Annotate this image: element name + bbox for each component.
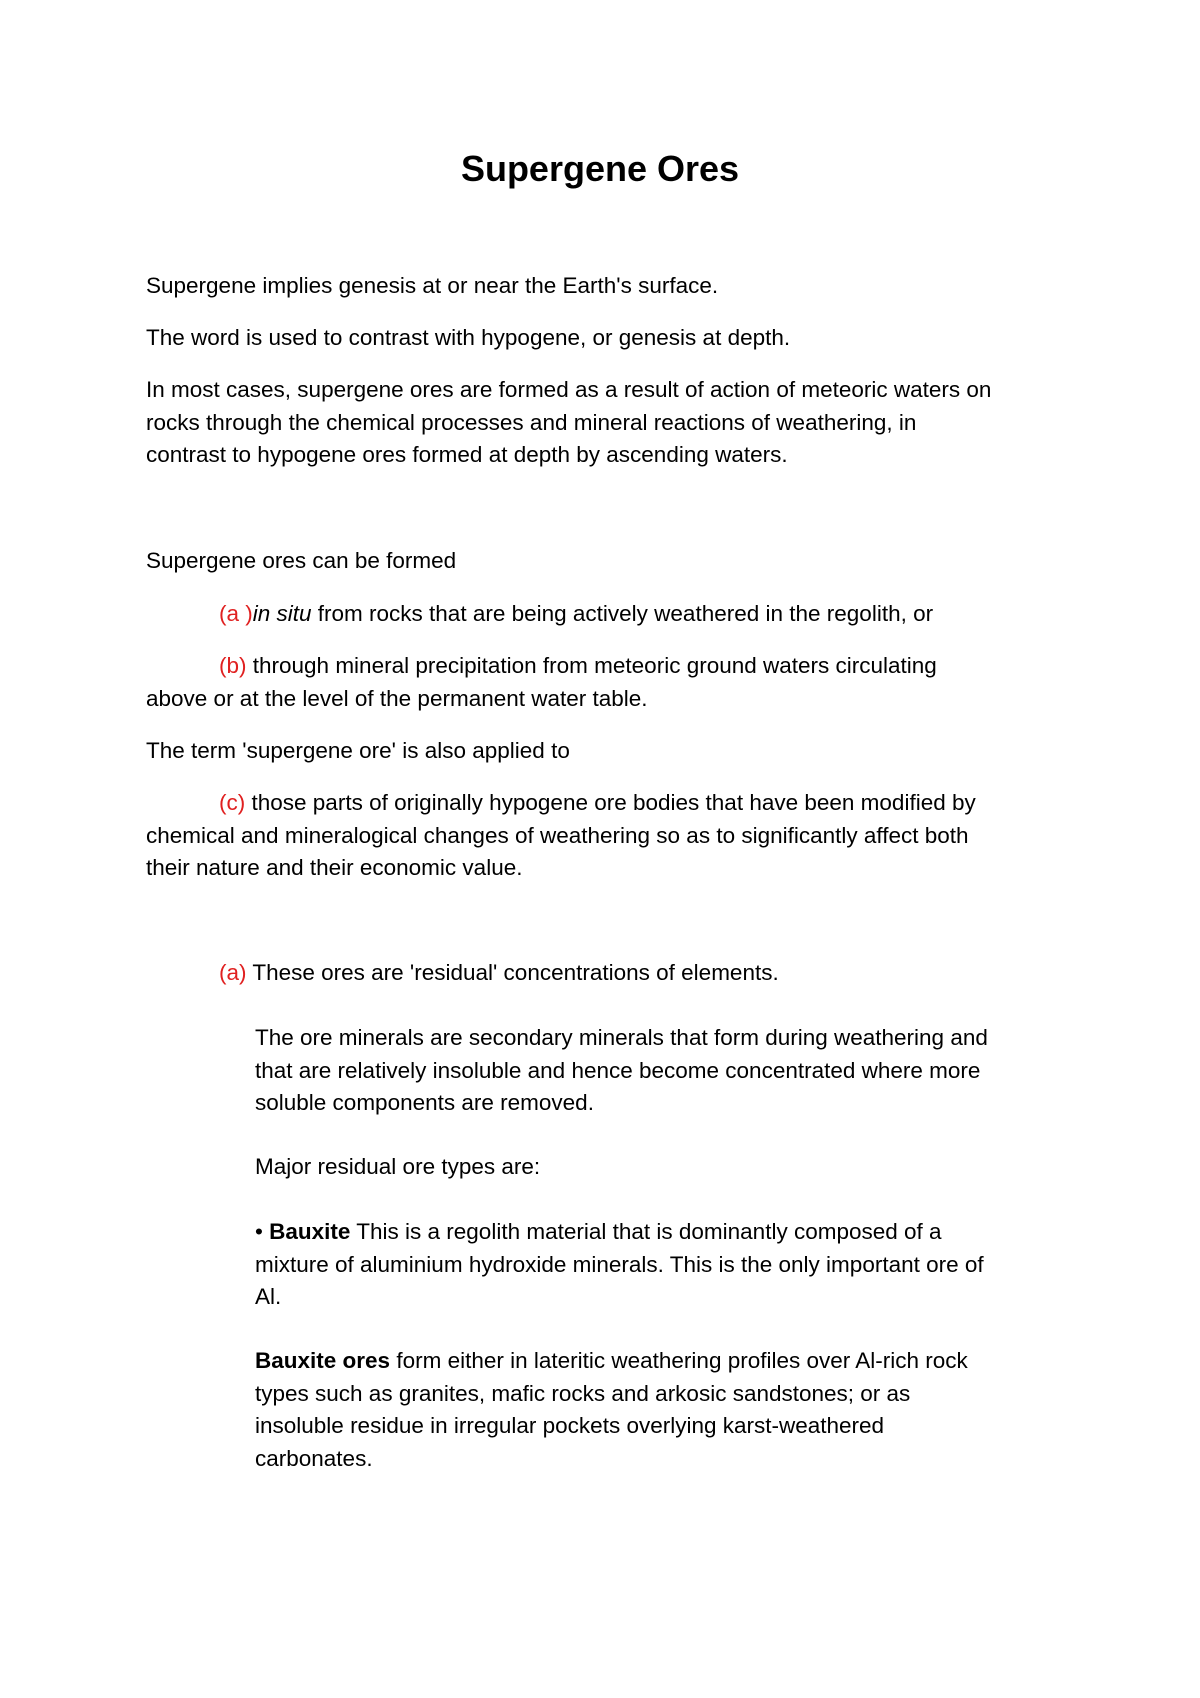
page-title: Supergene Ores [460, 148, 740, 189]
bullet-glyph: • [255, 1219, 270, 1244]
residual-item-a [219, 957, 779, 990]
ore-minerals-paragraph [255, 1022, 988, 1120]
bauxite-bullet-paragraph [255, 1216, 984, 1314]
intro-paragraph-2: The word is used to contrast with hypogene, or genesis at depth. [146, 325, 791, 350]
ore-minerals-line-1: The ore minerals are secondary minerals that form during weathering and [255, 1025, 988, 1050]
formed-item-b [146, 650, 937, 715]
formed-item-c [146, 787, 976, 885]
item-c-text-1: those parts of originally hypogene ore bodies that have been modified by [245, 790, 976, 815]
term-lead: The term 'supergene ore' is also applied to [146, 738, 570, 763]
bauxite-line-2: mixture of aluminium hydroxide minerals. This is the only important ore of [255, 1251, 984, 1277]
item-b-text-1: through mineral precipitation from meteoric ground waters circulating [246, 653, 937, 678]
residual-a-marker: (a) [219, 960, 247, 985]
intro-paragraph-1: Supergene implies genesis at or near the Earth's surface. [146, 273, 719, 298]
formed-item-a [219, 598, 933, 631]
item-a-text: from rocks that are being actively weathered in the regolith, or [311, 601, 934, 626]
intro-paragraph-3-line-3: contrast to hypogene ores formed at depth by ascending waters. [146, 442, 788, 467]
bauxite-ores-line-1 [255, 1345, 968, 1378]
bauxite-term: Bauxite [269, 1219, 351, 1244]
bauxite-ores-paragraph [255, 1345, 968, 1475]
item-c-line-1 [146, 787, 976, 820]
item-c-marker: (c) [219, 790, 246, 815]
intro-paragraph-3 [146, 374, 991, 472]
bauxite-ores-line-4: carbonates. [255, 1445, 373, 1471]
item-b-line-1 [146, 650, 937, 683]
bauxite-line-1 [255, 1216, 984, 1249]
item-a-italic-term: in situ [252, 601, 312, 626]
ore-minerals-line-2: that are relatively insoluble and hence become concentrated where more [255, 1057, 981, 1083]
ore-minerals-line-3: soluble components are removed. [255, 1090, 594, 1115]
intro-paragraph-3-line-1: In most cases, supergene ores are formed as a result of action of meteoric waters on [146, 377, 992, 402]
bauxite-line-3: Al. [255, 1284, 282, 1309]
item-c-line-2: chemical and mineralogical changes of weathering so as to significantly affect both [146, 822, 969, 848]
bauxite-ores-text-1: form either in lateritic weathering profiles over Al-rich rock [390, 1348, 968, 1373]
item-b-marker: (b) [219, 653, 247, 678]
formed-lead: Supergene ores can be formed [146, 548, 457, 573]
item-b-line-2: above or at the level of the permanent water table. [146, 685, 648, 711]
major-types-lead: Major residual ore types are: [255, 1154, 541, 1179]
item-c-line-3: their nature and their economic value. [146, 855, 523, 880]
residual-a-text: These ores are 'residual' concentrations of elements. [246, 960, 779, 985]
bauxite-text-1: This is a regolith material that is dominantly composed of a [350, 1219, 942, 1244]
bauxite-ores-line-2: types such as granites, mafic rocks and arkosic sandstones; or as [255, 1380, 911, 1406]
item-a-marker: (a ) [219, 601, 253, 626]
intro-paragraph-3-line-2: rocks through the chemical processes and mineral reactions of weathering, in [146, 409, 917, 435]
bauxite-ores-line-3: insoluble residue in irregular pockets overlying karst-weathered [255, 1413, 885, 1438]
bauxite-ores-term: Bauxite ores [255, 1348, 391, 1373]
